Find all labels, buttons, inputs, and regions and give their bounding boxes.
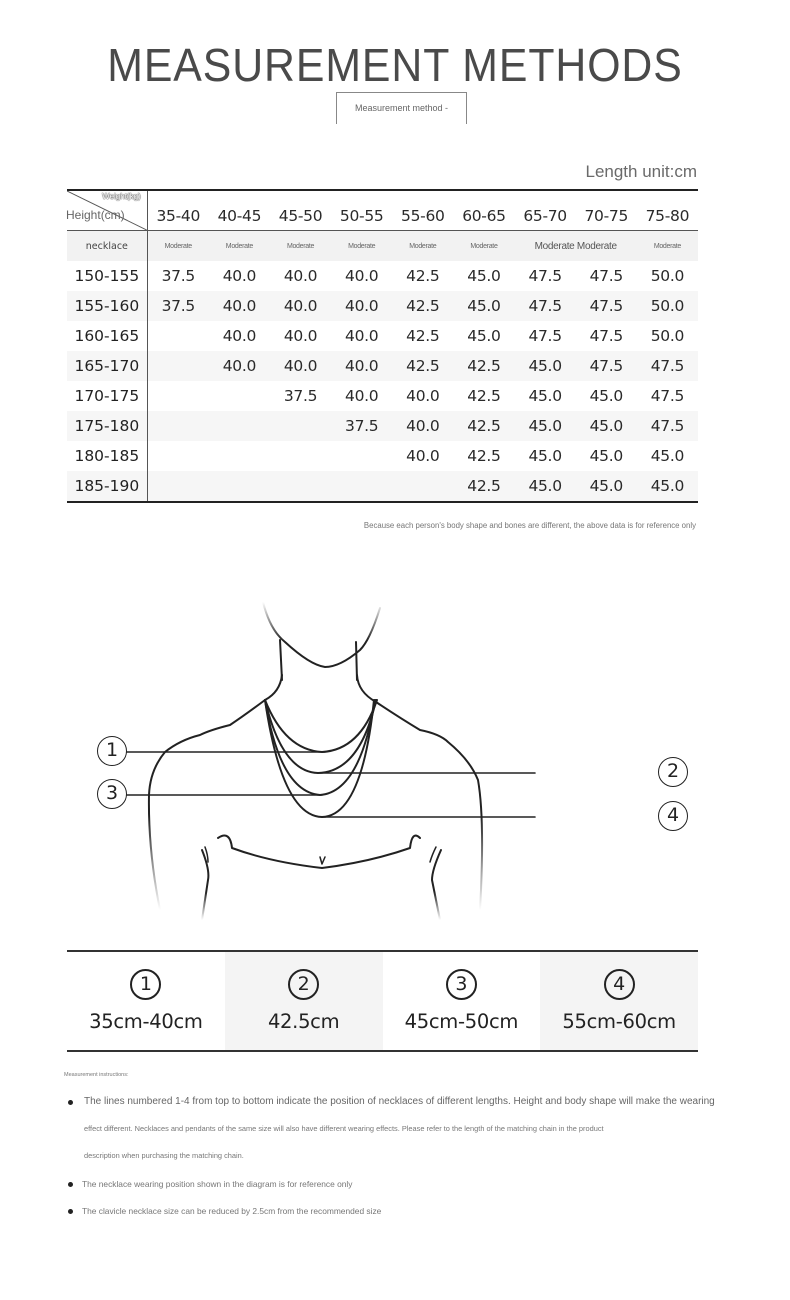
length-value-cell: 45.0 xyxy=(528,417,562,435)
length-value-cell: 50.0 xyxy=(650,327,685,345)
bullet-icon xyxy=(68,1209,73,1214)
legend-length: 45cm-50cm xyxy=(404,1010,519,1033)
length-value-cell: 47.5 xyxy=(650,387,685,405)
weight-col-header: 40-45 xyxy=(217,206,262,225)
instruction-1-line-1: The lines numbered 1-4 from top to bottom indicate the position of necklaces of different lengths. Height and body shape will make the wearing xyxy=(84,1096,715,1107)
length-value-cell: 45.0 xyxy=(528,387,562,405)
length-value-cell: 40.0 xyxy=(283,297,318,315)
fit-cell: Moderate xyxy=(225,242,253,250)
height-range-cell: 170-175 xyxy=(67,381,148,411)
table-row xyxy=(67,261,698,291)
fit-cell: Moderate xyxy=(348,242,376,250)
height-range-cell: 175-180 xyxy=(67,411,148,441)
length-value-cell: 45.0 xyxy=(589,447,623,465)
length-value-cell: 47.5 xyxy=(589,327,623,345)
fit-cell: Moderate Moderate xyxy=(534,240,617,252)
instruction-1-line-3: description when purchasing the matching chain. xyxy=(84,1151,244,1160)
marker-1: 1 xyxy=(97,736,127,766)
table-row xyxy=(67,381,698,411)
legend-length: 55cm-60cm xyxy=(562,1010,676,1033)
length-legend xyxy=(67,950,698,1052)
marker-4: 4 xyxy=(658,801,688,831)
table-row xyxy=(67,351,698,381)
table-row xyxy=(67,321,698,351)
length-value-cell: 45.0 xyxy=(467,297,501,315)
instruction-1-line-2: effect different. Necklaces and pendants of the same size will also have different wearing effects. Please refer to the length of the matching chain in the product xyxy=(84,1124,604,1133)
table-disclaimer: Because each person's body shape and bones are different, the above data is for reference only xyxy=(363,521,696,530)
length-value-cell: 50.0 xyxy=(650,267,685,285)
table-body xyxy=(67,261,698,501)
length-value-cell: 40.0 xyxy=(222,327,257,345)
height-axis-label: Height(cm) xyxy=(66,208,125,222)
legend-length: 42.5cm xyxy=(267,1010,340,1033)
length-value-cell: 40.0 xyxy=(283,267,318,285)
length-value-cell: 47.5 xyxy=(528,267,562,285)
length-value-cell: 40.0 xyxy=(406,387,440,405)
fit-cell: Moderate xyxy=(653,242,681,250)
length-value-cell: 37.5 xyxy=(161,267,195,285)
length-value-cell: 47.5 xyxy=(589,297,623,315)
weight-axis-label: Weight(kg) xyxy=(102,192,141,201)
page-title: MEASUREMENT METHODS xyxy=(107,39,683,91)
length-value-cell: 40.0 xyxy=(283,357,318,375)
weight-col-header: 65-70 xyxy=(523,206,567,225)
length-value-cell: 45.0 xyxy=(528,447,562,465)
fit-cell: Moderate xyxy=(286,242,315,250)
length-value-cell: 40.0 xyxy=(345,267,379,285)
length-value-cell: 42.5 xyxy=(467,447,501,465)
legend-item-3 xyxy=(383,952,541,1050)
length-value-cell: 42.5 xyxy=(467,417,501,435)
length-value-cell: 42.5 xyxy=(406,297,440,315)
length-value-cell: 40.0 xyxy=(406,417,440,435)
length-value-cell: 47.5 xyxy=(589,267,623,285)
length-value-cell: 42.5 xyxy=(406,357,440,375)
length-value-cell: 40.0 xyxy=(406,447,440,465)
subtitle-tab xyxy=(336,92,467,124)
length-value-cell: 40.0 xyxy=(345,297,379,315)
length-value-cell: 47.5 xyxy=(650,357,685,375)
bullet-icon xyxy=(68,1100,73,1105)
length-value-cell: 45.0 xyxy=(589,387,623,405)
length-value-cell: 42.5 xyxy=(467,477,501,495)
length-value-cell: 50.0 xyxy=(650,297,685,315)
length-value-cell: 42.5 xyxy=(467,387,501,405)
length-value-cell: 40.0 xyxy=(345,327,379,345)
marker-3: 3 xyxy=(97,779,127,809)
weight-col-header: 60-65 xyxy=(462,206,506,225)
length-value-cell: 47.5 xyxy=(589,357,623,375)
length-value-cell: 42.5 xyxy=(406,327,440,345)
height-range-cell: 155-160 xyxy=(67,291,148,321)
weight-col-header: 70-75 xyxy=(584,206,629,225)
fit-cell: Moderate xyxy=(470,242,498,250)
length-value-cell: 40.0 xyxy=(345,387,379,405)
length-value-cell: 40.0 xyxy=(222,297,257,315)
necklace-position-diagram xyxy=(60,580,720,920)
length-value-cell: 47.5 xyxy=(650,417,685,435)
length-value-cell: 45.0 xyxy=(467,327,501,345)
weight-col-header: 55-60 xyxy=(401,206,445,225)
row-label xyxy=(67,231,148,261)
weight-col-header: 45-50 xyxy=(278,206,323,225)
height-range-cell: 180-185 xyxy=(67,441,148,471)
instructions-title: Measurement instructions: xyxy=(64,1072,129,1078)
table-row xyxy=(67,441,698,471)
body-outline-illustration xyxy=(60,580,720,920)
length-value-cell: 37.5 xyxy=(283,387,318,405)
table-header-row xyxy=(67,191,698,231)
length-value-cell: 40.0 xyxy=(283,327,318,345)
table-row xyxy=(67,291,698,321)
height-range-cell: 150-155 xyxy=(67,261,148,291)
height-range-cell: 185-190 xyxy=(67,471,148,501)
table-row xyxy=(67,411,698,441)
legend-number: 1 xyxy=(130,969,161,1000)
size-chart-table xyxy=(67,189,698,503)
fit-cell: Moderate xyxy=(409,242,437,250)
length-value-cell: 47.5 xyxy=(528,297,562,315)
length-value-cell: 40.0 xyxy=(222,267,257,285)
necklace-label: necklace xyxy=(85,240,128,252)
length-value-cell: 45.0 xyxy=(589,417,623,435)
height-range-cell: 160-165 xyxy=(67,321,148,351)
unit-label: Length unit:cm xyxy=(585,162,697,181)
weight-col-header: 50-55 xyxy=(339,206,384,225)
necklace-fit-row xyxy=(67,231,698,261)
length-value-cell: 42.5 xyxy=(406,267,440,285)
length-value-cell: 45.0 xyxy=(528,477,562,495)
length-value-cell: 45.0 xyxy=(650,447,685,465)
legend-item-1 xyxy=(67,952,225,1050)
table-row xyxy=(67,471,698,501)
legend-number: 3 xyxy=(446,969,477,1000)
marker-2: 2 xyxy=(658,757,688,787)
subtitle-label: Measurement method - xyxy=(354,103,449,113)
weight-col-header: 75-80 xyxy=(645,206,690,225)
instruction-2: The necklace wearing position shown in the diagram is for reference only xyxy=(82,1179,353,1189)
weight-col-header: 35-40 xyxy=(156,206,201,225)
legend-number: 2 xyxy=(288,969,319,1000)
length-value-cell: 45.0 xyxy=(528,357,562,375)
length-value-cell: 37.5 xyxy=(345,417,379,435)
length-value-cell: 40.0 xyxy=(222,357,257,375)
bullet-icon xyxy=(68,1182,73,1187)
length-value-cell: 40.0 xyxy=(345,357,379,375)
legend-length: 35cm-40cm xyxy=(89,1010,203,1033)
length-value-cell: 45.0 xyxy=(589,477,623,495)
height-range-cell: 165-170 xyxy=(67,351,148,381)
instruction-3: The clavicle necklace size can be reduced by 2.5cm from the recommended size xyxy=(82,1206,382,1216)
length-value-cell: 37.5 xyxy=(161,297,195,315)
length-value-cell: 45.0 xyxy=(467,267,501,285)
length-value-cell: 42.5 xyxy=(467,357,501,375)
length-value-cell: 45.0 xyxy=(650,477,685,495)
legend-item-2 xyxy=(225,952,383,1050)
length-value-cell: 47.5 xyxy=(528,327,562,345)
legend-number: 4 xyxy=(604,969,635,1000)
legend-item-4 xyxy=(540,952,698,1050)
fit-cell: Moderate xyxy=(164,242,192,250)
corner-cell xyxy=(67,191,148,230)
